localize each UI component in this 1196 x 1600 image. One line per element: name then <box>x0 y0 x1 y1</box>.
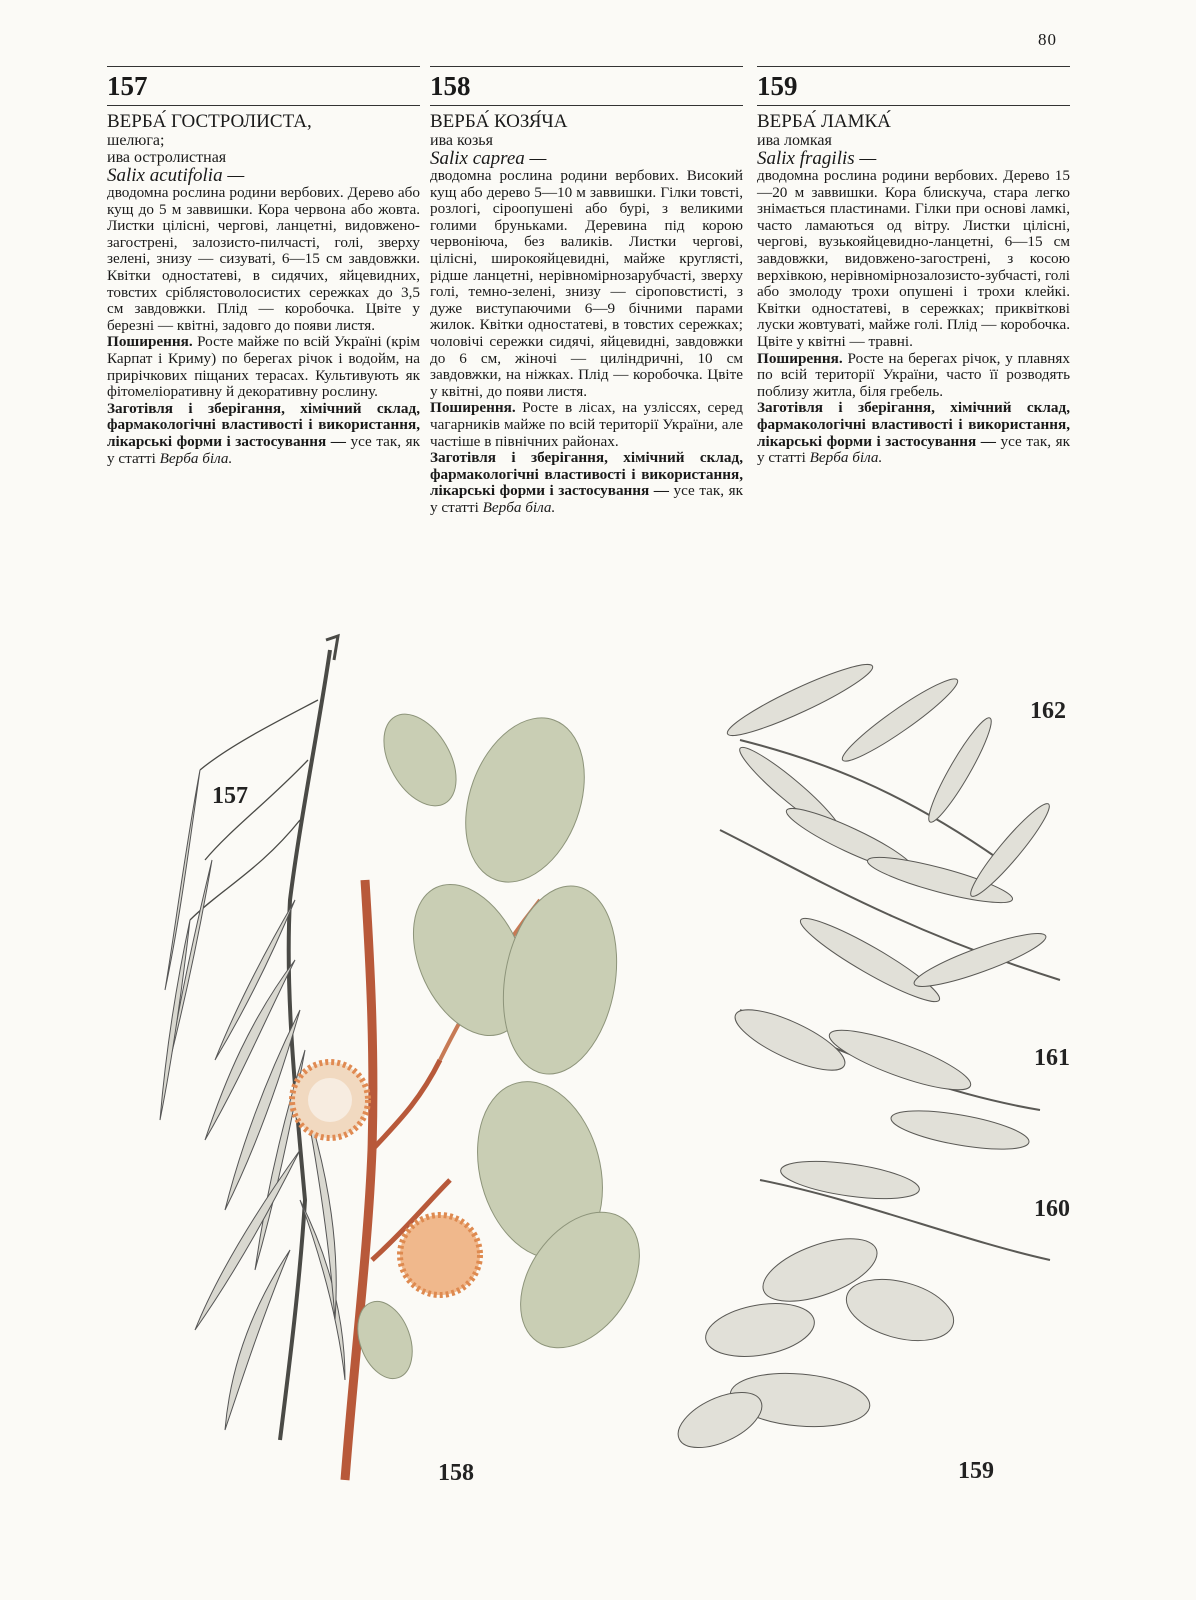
willow-157-drawing <box>160 636 345 1440</box>
figure-label-157: 157 <box>212 783 248 809</box>
article-title: ВЕРБА́ ЛАМКА́ <box>757 111 891 132</box>
figure-label-161: 161 <box>1034 1045 1070 1071</box>
article-title: ВЕРБА́ ГОСТРОЛИСТА, <box>107 111 312 132</box>
bottom-rule <box>107 105 420 106</box>
figure-label-159: 159 <box>958 1458 994 1484</box>
distribution-heading: Поширення. <box>107 333 193 351</box>
article-title: ВЕРБА́ КОЗЯ́ЧА <box>430 111 568 132</box>
alias-1: ива ломкая <box>757 132 832 149</box>
top-rule <box>430 66 743 67</box>
latin-name: Salix fragilis — <box>757 148 877 169</box>
usage-heading: Заготівля і зберігання, хімічний склад, фармакологічні властивості і використання, лікарські форми і застосування — <box>757 399 1070 450</box>
article-number: 157 <box>107 71 148 101</box>
description: дводомна рослина родини вербових. Дерево або кущ до 5 м заввишки. Кора червона або жовта. Листки цілісні, чергові, ланцетні, видовжено-загострені, залозисто-пилчасті, голі, зверху зелені, знизу — сизуваті, 6—15 см завдовжки. Квітки одностатеві, в сидячих, яйцевидних, товстих сріблястоволосистих сережках до 3,5 см завдовжки. Плід — коробочка. Цвіте у березні — квітні, задовго до появи листя. <box>107 184 420 334</box>
usage <box>430 450 743 516</box>
usage-text: усе так, як у статті <box>107 432 420 467</box>
distribution-heading: Поширення. <box>430 399 516 417</box>
bottom-rule <box>430 105 743 106</box>
distribution-heading: Поширення. <box>757 349 843 367</box>
article-159 <box>757 66 1070 467</box>
usage-text: усе так, як у статті <box>430 482 743 516</box>
usage <box>757 400 1070 466</box>
usage-text: усе так, як у статті <box>757 432 1070 467</box>
willow-159-162-drawings <box>670 655 1060 1459</box>
distribution <box>430 400 743 450</box>
usage-reference: Верба біла. <box>482 498 556 516</box>
alias-2: ива остролистная <box>107 149 227 166</box>
usage-reference: Верба біла. <box>159 449 233 467</box>
figure-label-160: 160 <box>1034 1196 1070 1222</box>
distribution <box>107 334 420 400</box>
alias-1: ива козья <box>430 132 493 149</box>
distribution <box>757 351 1070 401</box>
figure-label-158: 158 <box>438 1460 474 1486</box>
description: дводомна рослина родини вербових. Високий кущ або дерево 5—10 м заввишки. Гілки товсті, розлогі, сіроопушені або бурі, з великими голими бруньками. Деревина під корою червоніюча, без валиків. Листки чергові, цілісні, широкояйцевидні, майже круглясті, рідше ланцетні, нерівномірнозарубчасті, зверху голі, темно-зелені, знизу — сіроповстисті, з дуже виступаючими 6—9 бічними парами жилок. Квітки одностатеві, в товстих сережках; чоловічі сережки сидячі, яйцевидні, завдовжки до 6 см, жіночі — циліндричні, 10 см завдовжки, на ніжках. Плід — коробочка. Цвіте у квітні, до появи листя. <box>430 167 743 400</box>
usage-reference: Верба біла. <box>809 449 883 467</box>
latin-name: Salix caprea — <box>430 148 547 169</box>
usage-heading: Заготівля і зберігання, хімічний склад, фармакологічні властивості і використання, лікарські форми і застосування — <box>430 449 743 500</box>
article-number: 159 <box>757 71 798 101</box>
article-158 <box>430 66 743 516</box>
distribution-text: Росте майже по всій Україні (крім Карпат і Криму) по берегах річок і водойм, на прирічкових піщаних терасах. Культивують як фітомеліоративну й декоративну рослину. <box>107 333 420 401</box>
page-number: 80 <box>1038 30 1057 49</box>
usage-heading: Заготівля і зберігання, хімічний склад, фармакологічні властивості і використання, лікарські форми і застосування — <box>107 399 420 450</box>
usage <box>107 401 420 467</box>
goat-willow-158-drawing <box>292 701 664 1480</box>
article-number: 158 <box>430 71 471 101</box>
latin-name: Salix acutifolia — <box>107 165 245 186</box>
distribution-text: Росте в лісах, на узліссях, серед чагарників майже по всій території України, але частіше в північних районах. <box>430 399 743 450</box>
bottom-rule <box>757 105 1070 106</box>
distribution-text: Росте на берегах річок, у плавнях по всій території України, часто її розводять поблизу житла, біля гребель. <box>757 349 1070 400</box>
top-rule <box>757 66 1070 67</box>
figure-label-162: 162 <box>1030 698 1066 724</box>
description: дводомна рослина родини вербових. Дерево 15—20 м заввишки. Кора блискуча, стара легко знімається пластинами. Гілки при основі ламкі, часто ламаються од вітру. Листки цілісні, чергові, вузькояйцевидно-ланцетні, 6—15 см завдовжки, видовжено-загострені, з косою верхівкою, нерівномірнозалозисто-зубчасті, голі або змолоду трохи опушені і трохи клейкі. Квітки одностатеві, в сережках; приквіткові луски жовтуваті, майже голі. Плід — коробочка. Цвіте у квітні — травні. <box>757 167 1070 350</box>
top-rule <box>107 66 420 67</box>
alias-1: шелюга; <box>107 132 165 149</box>
article-157 <box>107 66 420 467</box>
